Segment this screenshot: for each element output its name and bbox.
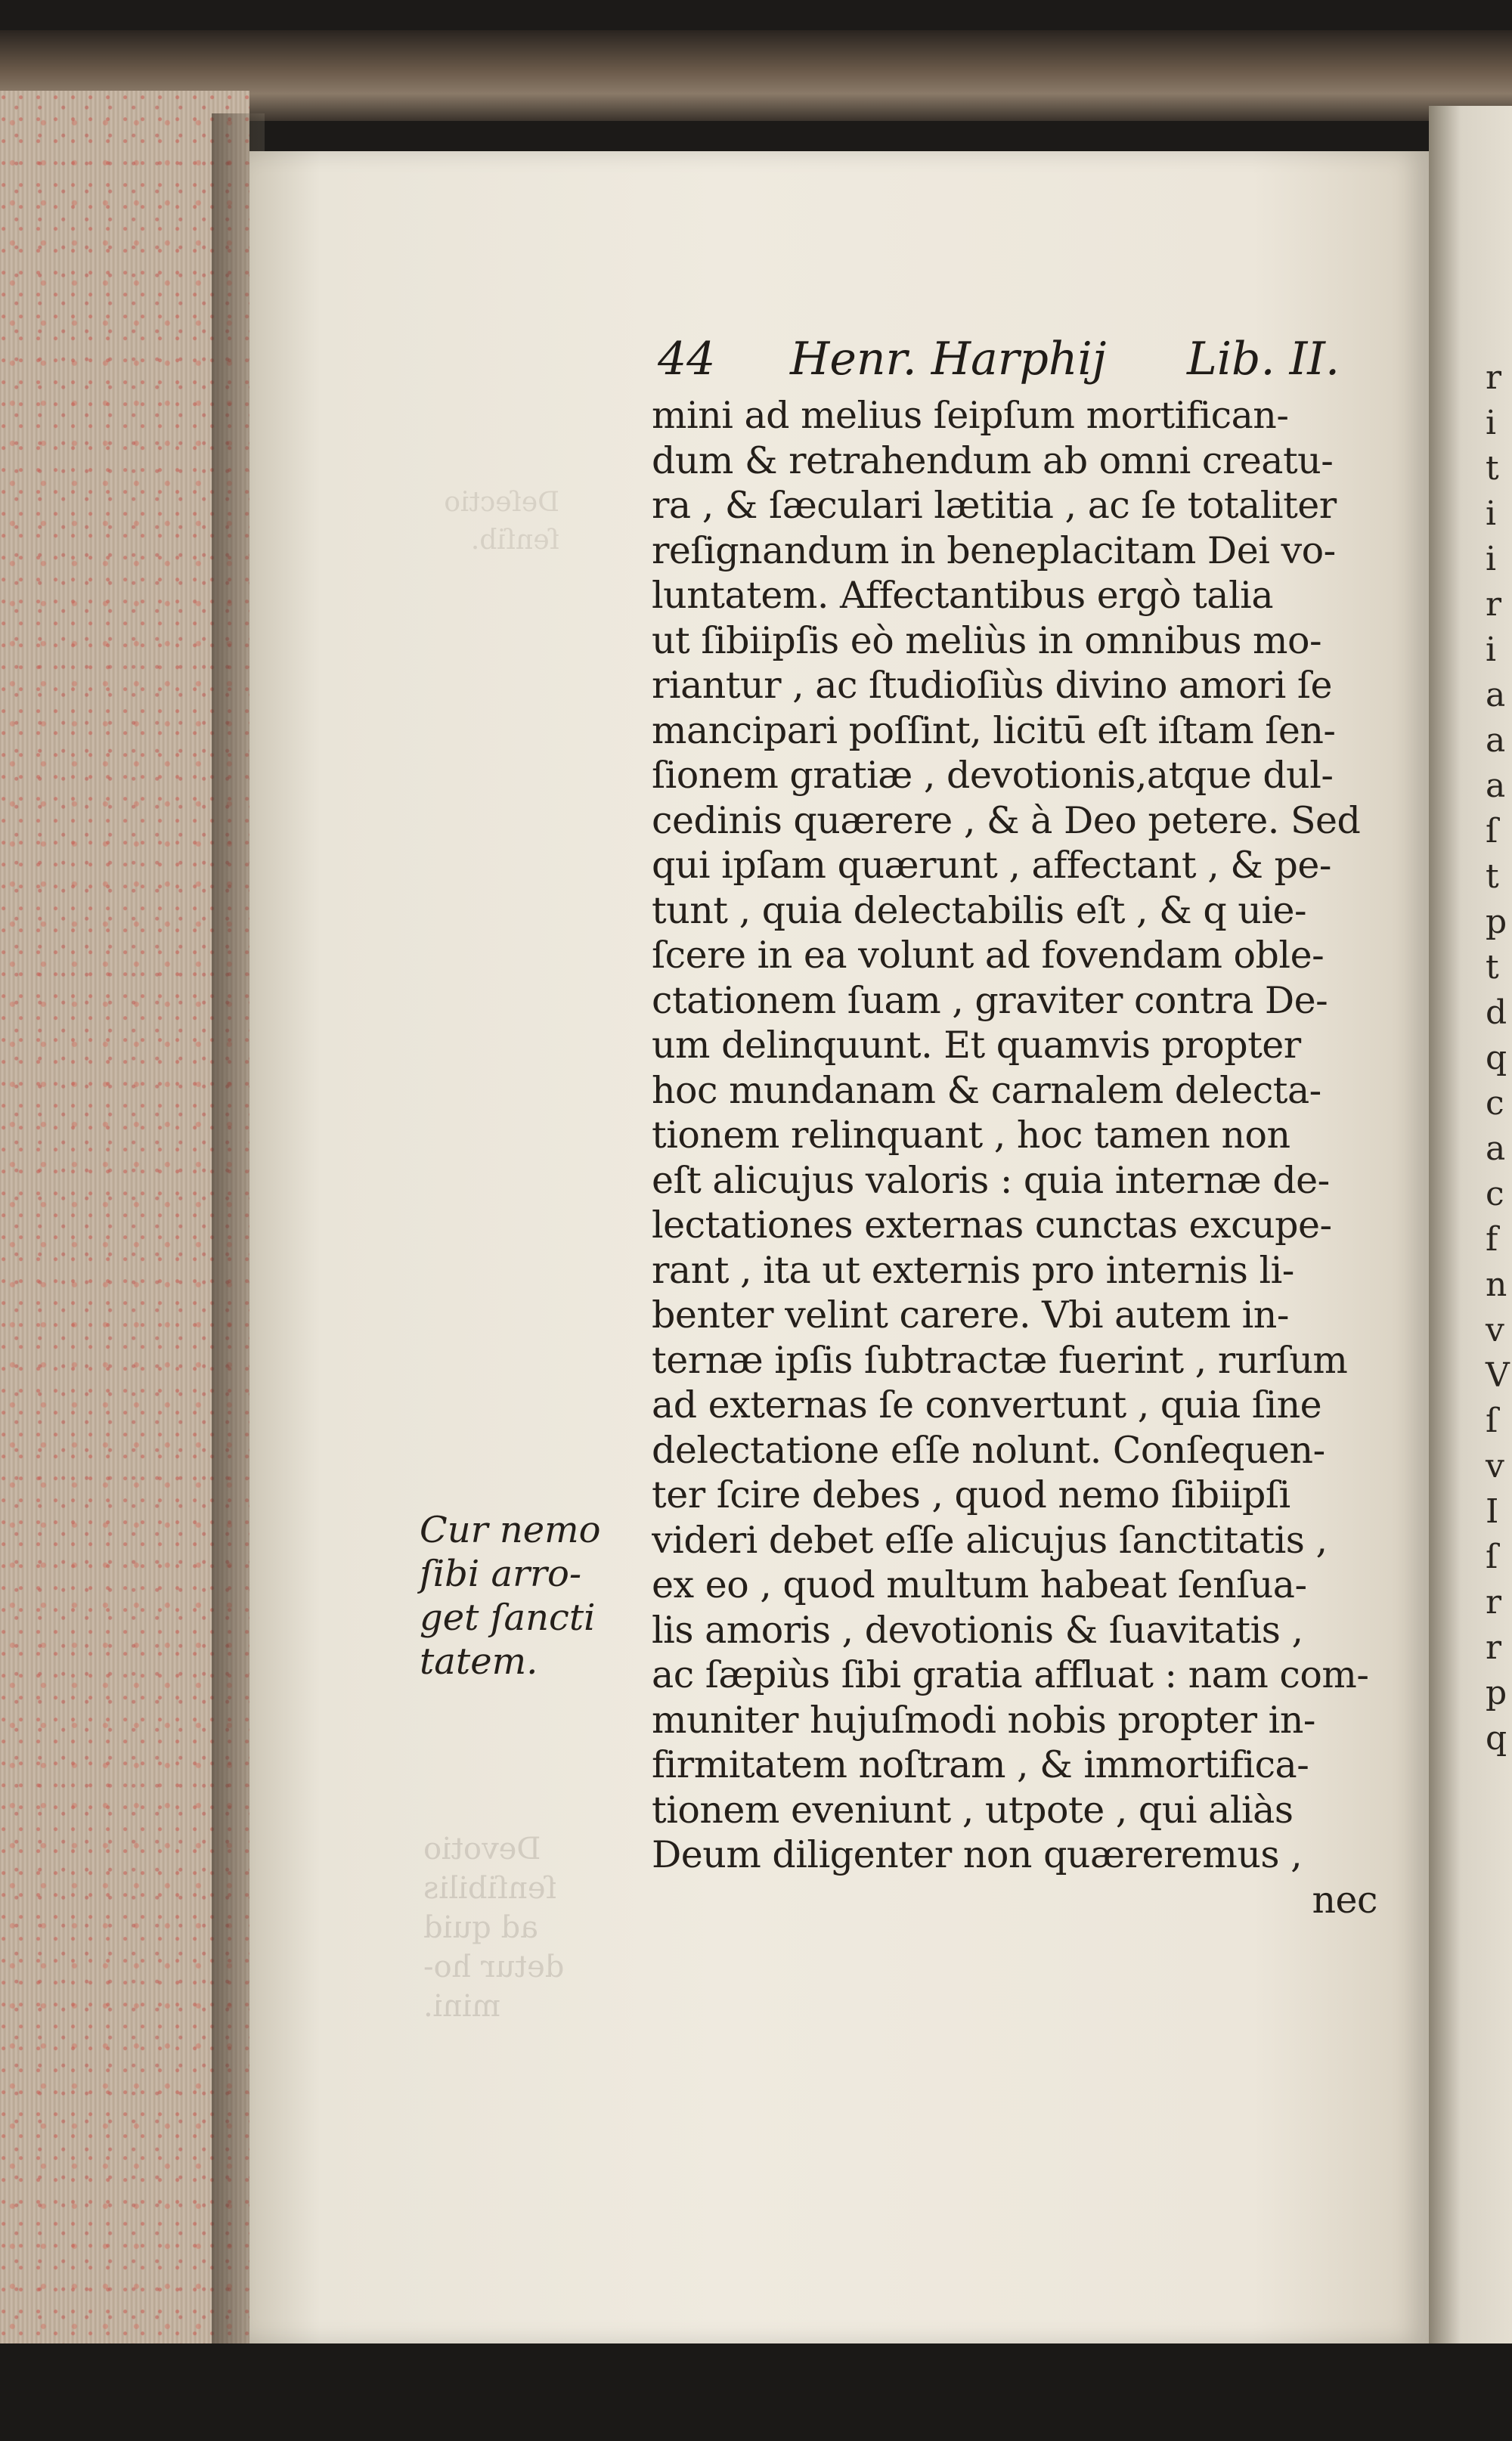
text-line: riantur , ac ſtudioſiùs divino amori ſe (652, 664, 1333, 707)
facing-letter: c (1486, 1175, 1504, 1213)
facing-letter: q (1486, 1039, 1507, 1077)
bleed-line: ſenſib. (470, 525, 559, 556)
facing-letter: q (1486, 1719, 1507, 1758)
book-label: Lib. II. (1187, 333, 1340, 386)
bleed-line: ſenſibilis (423, 1871, 557, 1906)
facing-letter: a (1486, 1129, 1506, 1168)
bottom-background (0, 2343, 1512, 2441)
text-line: um delinquunt. Et quamvis propter (652, 1024, 1301, 1067)
facing-letter: p (1486, 1674, 1507, 1712)
text-line: ternæ ipſis ſubtractæ fuerint , rurſum (652, 1338, 1348, 1382)
bleed-line: Deſectio (444, 487, 559, 518)
text-line: tunt , quia delectabilis eſt , & q uie- (652, 888, 1307, 932)
catchword: nec (1312, 1878, 1377, 1922)
text-line: tionem eveniunt , utpote , qui aliàs (652, 1788, 1294, 1832)
bleed-through-bottom (423, 1829, 605, 2026)
text-line: luntatem. Affectantibus ergò talia (652, 574, 1274, 617)
facing-letter: a (1486, 767, 1506, 805)
text-line: firmitatem noſtram , & immortifica- (652, 1743, 1309, 1786)
facing-letter: r (1486, 585, 1502, 624)
facing-letter: i (1486, 404, 1497, 442)
text-line: ſionem gratiæ , devotionis,atque dul- (652, 754, 1334, 797)
marginal-note (420, 1508, 646, 1684)
text-line: mancipari poſſint, licitū eſt iſtam ſen- (652, 708, 1336, 752)
text-line: eſt alicujus valoris : quia internæ de- (652, 1158, 1330, 1202)
facing-letter: I (1486, 1492, 1499, 1531)
facing-letter: ſ (1486, 1402, 1498, 1440)
running-header (658, 333, 1414, 393)
bleed-line: ad quid (423, 1910, 538, 1945)
marginal-note-line: ſibi arro- (420, 1553, 582, 1595)
facing-letter: i (1486, 630, 1497, 669)
facing-letter: a (1486, 676, 1506, 714)
facing-letter: r (1486, 358, 1502, 397)
facing-letter: v (1486, 1311, 1504, 1349)
text-line: ſcere in ea volunt ad fovendam oble- (652, 934, 1325, 977)
text-line: tionem relinquant , hoc tamen non (652, 1114, 1290, 1157)
bleed-line: Devotio (423, 1832, 541, 1866)
text-line: ex eo , quod multum habeat ſenſua- (652, 1563, 1307, 1606)
text-line: ut ſibiipſis eò meliùs in omnibus mo- (652, 618, 1322, 662)
text-line: dum & retrahendum ab omni creatu- (652, 438, 1334, 482)
facing-letter: ſ (1486, 1538, 1498, 1576)
facing-letter: t (1486, 857, 1499, 896)
facing-letter: a (1486, 721, 1506, 760)
facing-letter: d (1486, 993, 1507, 1032)
marginal-note-line: get ſancti (420, 1597, 596, 1639)
text-line: delectatione eſſe nolunt. Conſequen- (652, 1428, 1325, 1472)
text-line: ter ſcire debes , quod nemo ſibiipſi (652, 1473, 1290, 1516)
text-line: lectationes externas cunctas excupe- (652, 1203, 1332, 1247)
text-line: ctationem ſuam , graviter contra De- (652, 978, 1328, 1022)
text-line: ra , & ſæculari lætitia , ac ſe totaliter (652, 484, 1337, 527)
text-line: ac ſæpiùs ſibi gratia affluat : nam com- (652, 1653, 1369, 1696)
text-line: muniter hujuſmodi nobis propter in- (652, 1698, 1315, 1742)
text-line: benter velint carere. Vbi autem in- (652, 1293, 1289, 1337)
bleed-line: detur ho- (423, 1950, 565, 1984)
facing-letter: f (1486, 1220, 1498, 1259)
running-title: Henr. Harphij (790, 333, 1107, 386)
facing-letter: n (1486, 1265, 1507, 1304)
facing-letter: t (1486, 449, 1499, 488)
facing-letter: ſ (1486, 812, 1498, 850)
facing-letter: r (1486, 1583, 1502, 1622)
bleed-line: mini. (423, 1989, 500, 2024)
marginal-note-line: tatem. (420, 1640, 538, 1683)
facing-letter: p (1486, 903, 1507, 941)
facing-page-text (1486, 355, 1512, 1761)
marginal-note-line: Cur nemo (420, 1509, 601, 1551)
facing-letter: V (1486, 1356, 1510, 1395)
facing-letter: t (1486, 948, 1499, 987)
text-line: mini ad melius ſeipſum mortifican- (652, 394, 1289, 437)
text-line: qui ipſam quærunt , affectant , & pe- (652, 844, 1331, 887)
facing-letter: r (1486, 1628, 1502, 1667)
text-line: ad externas ſe convertunt , quia ſine (652, 1383, 1322, 1426)
bleed-through-top (423, 484, 559, 559)
text-line: Deum diligenter non quæreremus , (652, 1833, 1303, 1876)
facing-letter: v (1486, 1447, 1504, 1485)
facing-letter: i (1486, 540, 1497, 578)
text-line: lis amoris , devotionis & ſuavitatis , (652, 1608, 1303, 1652)
text-line: hoc mundanam & carnalem delecta- (652, 1068, 1321, 1112)
main-text (652, 393, 1423, 1922)
facing-letter: i (1486, 494, 1497, 533)
page-number: 44 (658, 333, 716, 386)
facing-letter: c (1486, 1084, 1504, 1123)
text-line: reſignandum in beneplacitam Dei vo- (652, 528, 1336, 572)
text-line: cedinis quærere , & à Deo petere. Sed (652, 798, 1361, 842)
text-line: videri debet eſſe alicujus ſanctitatis , (652, 1518, 1328, 1562)
text-line: rant , ita ut externis pro internis li- (652, 1248, 1294, 1292)
